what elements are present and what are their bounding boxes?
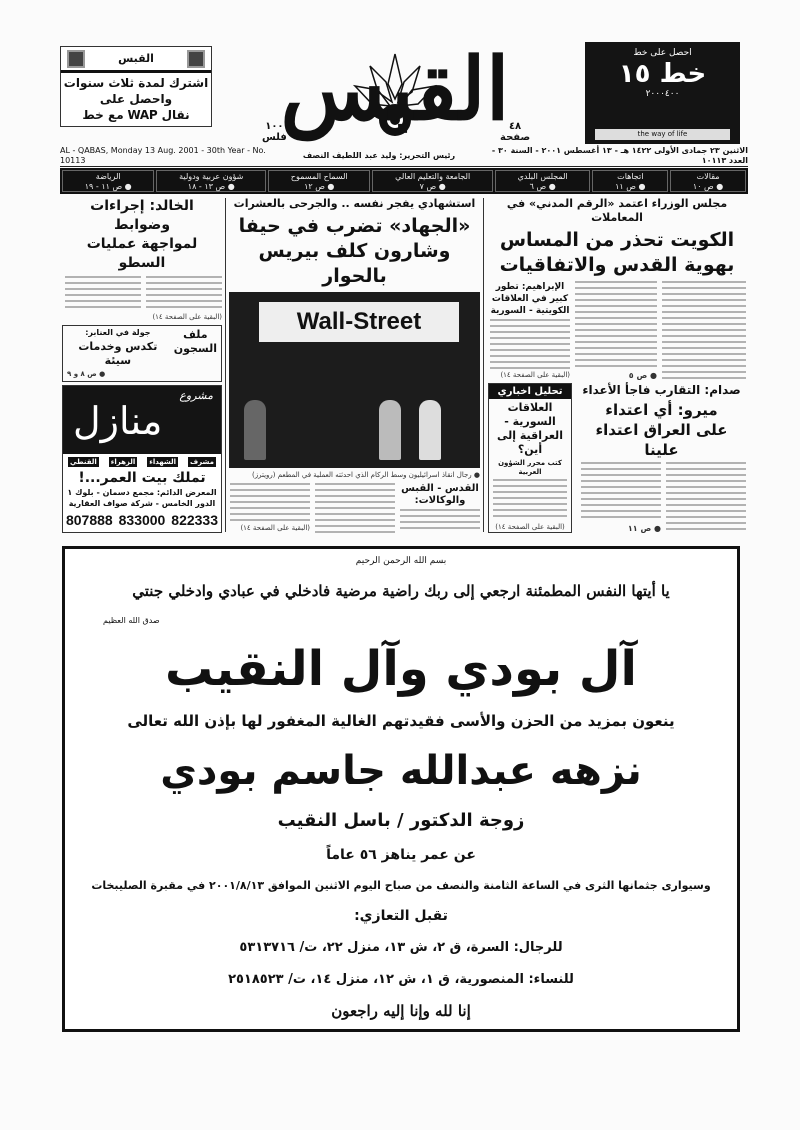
pages-value: ٤٨: [508, 121, 522, 132]
nav-page: ● ص ١١: [615, 182, 646, 191]
nav-label: الجامعة والتعليم العالي: [395, 172, 471, 181]
nav-page: ● ص ٧: [419, 182, 446, 191]
mourning-line: ينعون بمزيد من الحزن والأسى فقيدتهم الغالية المغفور لها بإذن الله تعالى: [127, 712, 675, 731]
nav-item[interactable]: [495, 170, 590, 192]
prisons-label: [174, 328, 217, 379]
saddam-headline: [577, 400, 746, 460]
headline-line: «الجهاد» تضرب في حيفا: [238, 215, 471, 237]
headline-line: على العراق اعتداء علينا: [595, 421, 728, 459]
nav-page: ● ص ١٢: [304, 182, 335, 191]
nav-page: ● ص ٦: [529, 182, 556, 191]
pages-unit: صفحة: [500, 132, 531, 143]
burial-details: وسيوارى جثمانها الثرى في الساعة الثامنة والنصف من صباح اليوم الاثنين الموافق ٢٠٠١/٨/١٣ في مقبرة الصليبخات: [91, 878, 711, 892]
article-body: [146, 276, 222, 310]
quran-verse: يا أيتها النفس المطمئنة ارجعي إلى ربك راضية مرضية فادخلي في عبادي وادخلي جنتي: [132, 582, 670, 601]
rescuer-figure: [379, 400, 401, 460]
ibrahim-jump: (البقية على الصفحة ١٤): [500, 371, 570, 379]
left-column: [62, 197, 222, 533]
rescuer-figure: [419, 400, 441, 460]
article-body: [493, 479, 567, 521]
analysis-byline: كتب محرر الشؤون العربية: [498, 459, 562, 476]
page-count: [500, 121, 530, 143]
headline-line: الخالد: إجراءات وضوابط: [90, 198, 194, 233]
rescuer-figure: [244, 400, 266, 460]
condolence-men: للرجال: السرة، ق ٢، ش ١٣، منزل ٢٢، ت/ ٥٣١٣٧١٦: [239, 940, 563, 956]
nav-item[interactable]: [62, 170, 154, 192]
jihad-kicker: استشهادي يفجر نفسه .. والجرحى بالعشرات: [233, 197, 476, 210]
nav-label: الرياضة: [95, 172, 121, 181]
ad-number: ٢٠٠٠٤٠٠: [645, 89, 680, 99]
prisons-jump: ● ص ٨ و ٩: [67, 370, 106, 378]
headline-line: لمواجهة عمليات السطو: [86, 236, 198, 271]
logo-wordmark: القبس: [280, 39, 510, 140]
ad-phone: 822333: [171, 512, 218, 528]
condolence-title: تقبل التعازي:: [354, 907, 448, 924]
ad-line: احصل على خط: [633, 48, 692, 58]
section-index-bar: [60, 168, 748, 194]
manazel-real-estate-ad: [62, 385, 222, 533]
ad-brand-name: منازل: [73, 399, 163, 443]
deceased-name: نزهه عبدالله جاسم بودي: [160, 747, 642, 794]
ad-address-line: الدور الخامس - شركة صواف العقارية: [68, 499, 216, 508]
analysis-jump: (البقية على الصفحة ١٤): [495, 523, 565, 531]
phone-box-icon: [67, 50, 85, 68]
nav-label: مقالات: [696, 172, 720, 181]
news-analysis-box: [488, 383, 572, 533]
prisons-kicker: جولة في العنابر:: [85, 328, 151, 337]
ad-area-tag: القنطي: [69, 458, 97, 466]
closing-verse: إنا لله وإنا إليه راجعون: [331, 1001, 471, 1020]
saddam-row: [488, 383, 746, 533]
article-body: [230, 483, 310, 522]
ad-area-tag: الشهداء: [149, 458, 177, 466]
article-body: [666, 462, 746, 533]
photo-credit: (رويترز): [252, 471, 276, 479]
nav-page: ● ص ١٣ - ١٨: [187, 182, 235, 191]
khaled-headline: [62, 197, 222, 273]
ad-area-tag: الزهراء: [110, 458, 136, 466]
obituary-notice: [62, 546, 740, 1032]
nav-label: اتجاهات: [617, 172, 644, 181]
kuwait-kicker: مجلس الوزراء اعتمد «الرقم المدني» في المعاملات: [506, 197, 728, 224]
headline-line: الكويت تحذر من المساس: [499, 229, 735, 251]
middle-column: [229, 197, 480, 533]
kuwait-body-row: [488, 281, 746, 380]
kuwait-jump: ● ص ٥: [628, 371, 657, 380]
article-body: [662, 281, 746, 380]
nav-label: السماح المسموح: [290, 172, 348, 181]
price: [262, 121, 287, 143]
prisons-file-box: [62, 325, 222, 382]
subscribe-line: واحصل على: [99, 92, 173, 106]
basmala: بسم الله الرحمن الرحيم: [355, 556, 447, 566]
article-body: [400, 509, 480, 533]
photo-caption: [229, 471, 480, 480]
article-body: [581, 462, 661, 522]
column-divider: [483, 198, 484, 532]
nav-item[interactable]: [268, 170, 370, 192]
nav-item[interactable]: [372, 170, 492, 192]
ad-headline: خط ١٥: [618, 59, 707, 89]
nav-label: المجلس البلدي: [517, 172, 568, 181]
telecom-ad: [585, 42, 740, 144]
jihad-dateline: القدس - القبس والوكالات:: [401, 483, 479, 506]
article-body: [65, 276, 141, 310]
article-body: [315, 483, 395, 533]
nav-label: شؤون عربية ودولية: [179, 172, 244, 181]
ad-phone: 807888: [65, 512, 113, 528]
article-body: [575, 281, 657, 369]
ad-slogan: تملك بيت العمر...!: [78, 470, 206, 486]
khaled-jump: (البقية على الصفحة ١٤): [152, 313, 222, 321]
ad-footer: the way of life: [595, 129, 730, 140]
news-photo: [229, 292, 480, 468]
subscribe-line: نقال WAP مع خط: [82, 108, 190, 122]
phone-box-icon: [187, 50, 205, 68]
spouse-line: زوجة الدكتور / باسل النقيب: [277, 809, 525, 831]
photo-sign-text: Wall-Street: [259, 302, 459, 342]
saddam-jump: ● ص ١١: [627, 524, 661, 533]
dateline-bar: [60, 145, 748, 167]
file-label: السجون: [173, 342, 217, 355]
ad-project-label: مشروع: [179, 389, 213, 402]
editor-in-chief: رئيس التحرير: وليد عبد اللطيف النصف: [302, 150, 456, 160]
price-value: ١٠٠: [265, 121, 284, 132]
subscribe-line: اشترك لمدة ثلاث سنوات: [63, 76, 209, 90]
kuwait-headline: [488, 228, 746, 278]
analysis-label: تحليل اخباري: [489, 384, 571, 399]
saddam-kicker: صدام: التقارب فاجأ الأعداء: [582, 383, 741, 397]
nav-item[interactable]: [592, 170, 668, 192]
jihad-headline: [229, 214, 480, 289]
headline-line: بهوية القدس والاتفاقيات: [499, 254, 735, 276]
ibrahim-headline: الإبراهيم: تطور كبير في العلاقات الكويتية - السورية: [490, 282, 570, 316]
price-unit: فلس: [262, 132, 287, 143]
file-label: ملف: [183, 328, 208, 341]
age-line: عن عمر يناهز ٥٦ عاماً: [326, 847, 476, 864]
ad-phone: 833000: [118, 512, 166, 528]
families-name: آل بودي وآل النقيب: [165, 640, 637, 697]
analysis-headline: العلاقات السورية - العراقية إلى أين؟: [497, 401, 563, 456]
article-body: [490, 319, 570, 369]
nav-page: ● ص ١١ - ١٩: [84, 182, 132, 191]
caption-text: ● رجال انقاذ اسرائيليون وسط الركام الذي احدثته العملية في المطعم: [277, 471, 480, 479]
subscription-promo-box: [60, 46, 212, 127]
ad-address-line: المعرض الدائم: مجمع دسمان - بلوك ١: [67, 488, 217, 497]
right-column: [488, 197, 746, 533]
nav-page: ● ص ١٠: [692, 182, 724, 191]
arabic-dateline: الاثنين ٢٣ جمادى الأولى ١٤٢٢ هـ - ١٣ أغسطس ٢٠٠١ - السنة ٣٠ - العدد ١٠١١٣: [491, 145, 748, 165]
prisons-headline: تكدس وخدمات سيئة: [78, 340, 158, 367]
headline-line: وشارون كلف بيريس بالحوار: [258, 240, 451, 287]
ad-area-tag: مشرف: [190, 458, 214, 466]
nav-item[interactable]: [670, 170, 746, 192]
condolence-women: للنساء: المنصورية، ق ١، ش ١٢، منزل ١٤، ت/ ٢٥١٨٥٢٣: [228, 971, 574, 987]
sadaqa-text: صدق الله العظيم: [103, 615, 160, 625]
english-dateline: AL - QABAS, Monday 13 Aug. 2001 - 30th Year - No. 10113: [60, 145, 266, 165]
nav-item[interactable]: [156, 170, 266, 192]
jihad-jump: (البقية على الصفحة ١٤): [240, 524, 310, 532]
subscribe-brand: القبس: [118, 52, 154, 65]
headline-line: ميرو: أي اعتداء: [605, 401, 718, 419]
column-divider: [225, 198, 226, 532]
